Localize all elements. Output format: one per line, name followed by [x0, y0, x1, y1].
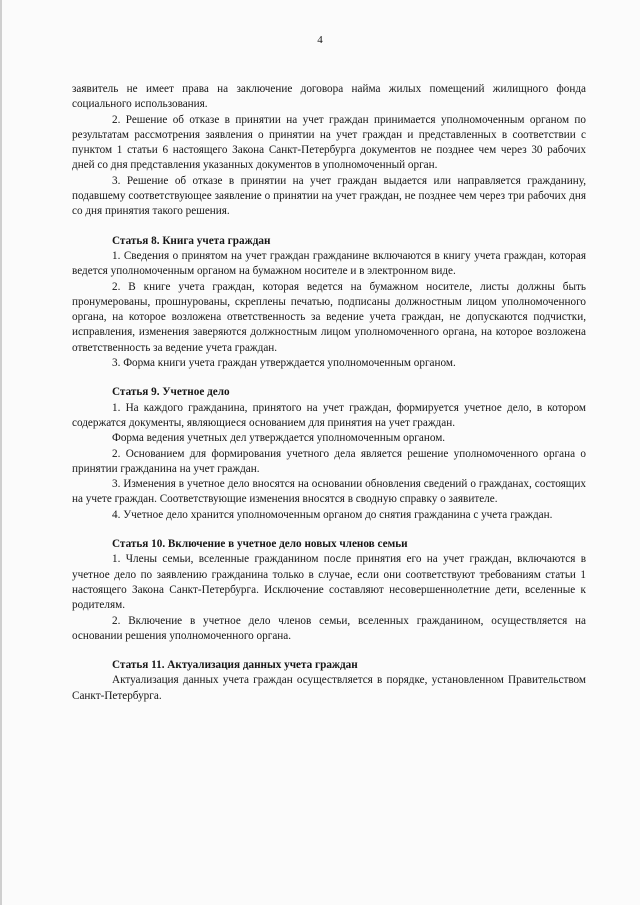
paragraph: 3. Решение об отказе в принятии на учет граждан выдается или направляется гражданину, подавшему соответствующее заявление о принятии на учет граждан, не позднее чем через три рабочих дня со дня принятия такого решения.	[72, 174, 586, 218]
section-article-11	[72, 658, 586, 704]
paragraph: 2. В книге учета граждан, которая ведется на бумажном носителе, листы должны быть пронумерованы, прошнурованы, скреплены печатью, подписаны должностным лицом уполномоченного органа, на которое возложена ответственность за ведение учета граждан, не допускаются подчистки, исправления, изменения заверяются должностным лицом уполномоченного органа, на которое возложена ответственность за ведение учета граждан.	[72, 280, 586, 354]
paragraph: Актуализация данных учета граждан осуществляется в порядке, установленном Правительством Санкт-Петербурга.	[72, 674, 586, 702]
section-article-8	[72, 234, 586, 372]
paragraph: 4. Учетное дело хранится уполномоченным органом до снятия гражданина с учета граждан.	[112, 508, 553, 521]
paragraph: 1. Сведения о принятом на учет граждан гражданине включаются в книгу учета граждан, которая ведется уполномоченным органом на бумажном носителе и в электронном виде.	[72, 249, 586, 278]
section-article-10	[72, 537, 586, 644]
paragraph: 1. Члены семьи, вселенные гражданином после принятия его на учет граждан, включаются в учетное дело по заявлению гражданина только в случае, если они соответствуют требованиям статьи 1 настоящего Закона Санкт-Петербурга. Исключение составляют несовершеннолетние дети, вселенные к родителям.	[72, 553, 586, 612]
section-article-9	[72, 385, 586, 523]
paragraph: 3. Изменения в учетное дело вносятся на основании обновления сведений о гражданах, состоящих на учете граждан. Соответствующие изменения вносятся в сводную справку о заявителе.	[72, 478, 586, 506]
article-heading: Статья 10. Включение в учетное дело новых членов семьи	[112, 538, 408, 551]
paragraph: заявитель не имеет права на заключение договора найма жилых помещений жилищного фонда социального использования.	[72, 83, 586, 111]
paragraph: 2. Включение в учетное дело членов семьи, вселенных гражданином, осуществляется на основании решения уполномоченного органа.	[72, 614, 586, 642]
paragraph: Форма ведения учетных дел утверждается уполномоченным органом.	[112, 432, 446, 445]
document-body	[72, 82, 586, 704]
article-heading: Статья 11. Актуализация данных учета граждан	[112, 659, 358, 672]
article-heading: Статья 9. Учетное дело	[112, 386, 230, 399]
paragraph: 3. Форма книги учета граждан утверждается уполномоченным органом.	[112, 357, 456, 370]
paragraph: 2. Решение об отказе в принятии на учет граждан принимается уполномоченным органом по результатам рассмотрения заявления о принятии на учет граждан и представленных в соответствии с пунктом 1 статьи 6 настоящего Закона Санкт-Петербурга документов не позднее чем через 30 рабочих дней со дня представления указанных документов в уполномоченный орган.	[72, 113, 586, 172]
page-number: 4	[317, 34, 323, 46]
paragraph: 1. На каждого гражданина, принятого на учет граждан, формируется учетное дело, в котором содержатся документы, являющиеся основанием для принятия на учет граждан.	[72, 401, 586, 429]
paragraph: 2. Основанием для формирования учетного дела является решение уполномоченного органа о принятии гражданина на учет граждан.	[72, 447, 586, 475]
article-heading: Статья 8. Книга учета граждан	[112, 234, 271, 247]
